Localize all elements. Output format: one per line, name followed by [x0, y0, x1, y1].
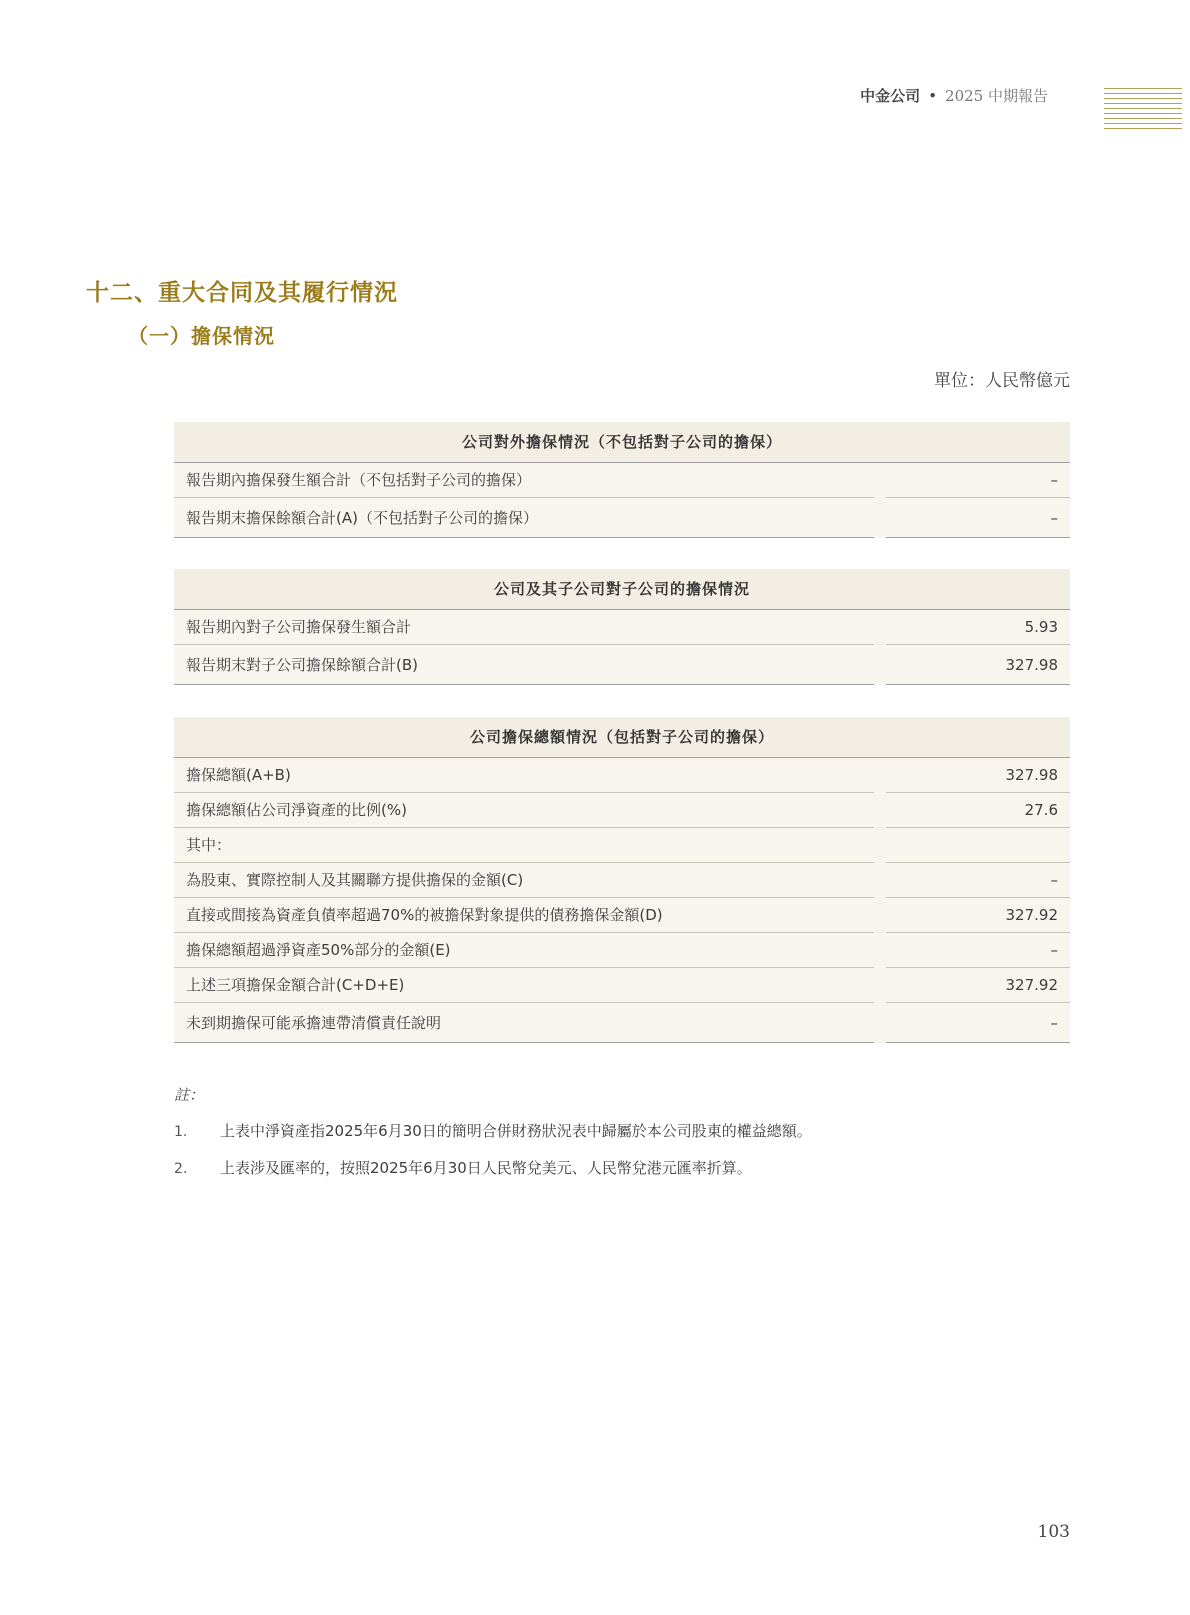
row-label: 報告期內擔保發生額合計（不包括對子公司的擔保） [174, 463, 874, 498]
table-header: 公司及其子公司對子公司的擔保情況 [174, 569, 1070, 610]
table-header: 公司對外擔保情況（不包括對子公司的擔保） [174, 422, 1070, 463]
note-number: 1. [174, 1124, 188, 1140]
guarantee-table-external [174, 422, 1070, 538]
row-value: – [886, 463, 1070, 498]
header-report-title: 2025 中期報告 [945, 87, 1048, 105]
row-value: 327.98 [886, 758, 1070, 793]
table-row [174, 793, 1070, 828]
table-row [174, 463, 1070, 498]
page-number: 103 [1037, 1522, 1070, 1542]
row-value [886, 828, 1070, 863]
row-label: 擔保總額佔公司淨資產的比例(%) [174, 793, 874, 828]
running-header [860, 85, 1048, 106]
row-label: 擔保總額超過淨資產50%部分的金額(E) [174, 933, 874, 968]
table-row [174, 933, 1070, 968]
notes-title: 註： [174, 1086, 205, 1104]
row-label: 其中： [174, 828, 874, 863]
note-item [174, 1120, 812, 1141]
section-title: 十二、重大合同及其履行情況 [86, 280, 398, 306]
table-row [174, 968, 1070, 1003]
note-number: 2. [174, 1161, 188, 1177]
table-row [174, 758, 1070, 793]
note-text: 上表中淨資產指2025年6月30日的簡明合併財務狀況表中歸屬於本公司股東的權益總額。 [220, 1122, 812, 1140]
row-label: 上述三項擔保金額合計(C+D+E) [174, 968, 874, 1003]
row-label: 報告期末對子公司擔保餘額合計(B) [174, 645, 874, 685]
header-separator: • [928, 87, 938, 105]
row-value: – [886, 933, 1070, 968]
note-item [174, 1157, 752, 1178]
row-label: 報告期末擔保餘額合計(A)（不包括對子公司的擔保） [174, 498, 874, 538]
table-row [174, 898, 1070, 933]
table-row [174, 1003, 1070, 1043]
row-value: 327.92 [886, 898, 1070, 933]
row-label: 為股東、實際控制人及其關聯方提供擔保的金額(C) [174, 863, 874, 898]
table-row [174, 498, 1070, 538]
table-row [174, 863, 1070, 898]
table-row [174, 645, 1070, 685]
table-row [174, 610, 1070, 645]
row-label: 未到期擔保可能承擔連帶清償責任說明 [174, 1003, 874, 1043]
guarantee-table-subsidiaries [174, 569, 1070, 685]
row-label: 報告期內對子公司擔保發生額合計 [174, 610, 874, 645]
guarantee-table-total [174, 717, 1070, 1043]
row-label: 直接或間接為資產負債率超過70%的被擔保對象提供的債務擔保金額(D) [174, 898, 874, 933]
table-row [174, 828, 1070, 863]
header-stripes-decoration [1104, 88, 1182, 133]
table-header: 公司擔保總額情況（包括對子公司的擔保） [174, 717, 1070, 758]
row-label: 擔保總額(A+B) [174, 758, 874, 793]
header-company: 中金公司 [860, 87, 921, 105]
row-value: – [886, 863, 1070, 898]
unit-label: 單位：人民幣億元 [934, 371, 1070, 391]
row-value: 27.6 [886, 793, 1070, 828]
sub-section-title: （一）擔保情況 [128, 324, 275, 348]
row-value: – [886, 1003, 1070, 1043]
row-value: – [886, 498, 1070, 538]
row-value: 327.92 [886, 968, 1070, 1003]
note-text: 上表涉及匯率的，按照2025年6月30日人民幣兌美元、人民幣兌港元匯率折算。 [220, 1159, 752, 1177]
row-value: 327.98 [886, 645, 1070, 685]
row-value: 5.93 [886, 610, 1070, 645]
